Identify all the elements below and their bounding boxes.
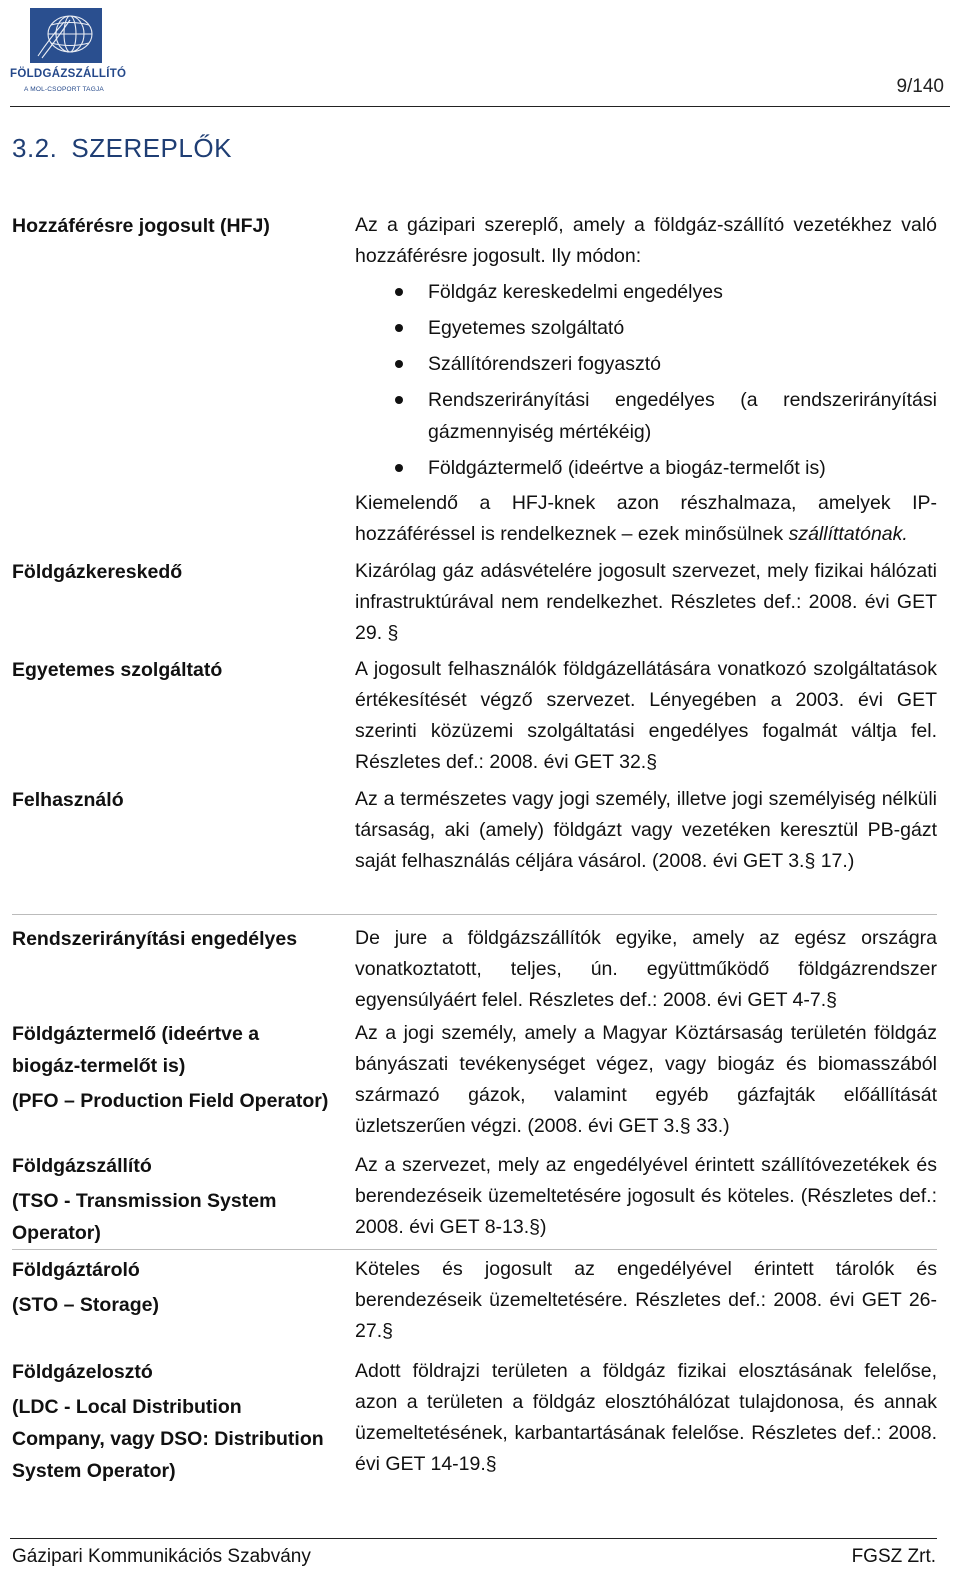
definition-foldgazkereskedo <box>355 554 937 649</box>
section-title: SZEREPLŐK <box>71 133 232 163</box>
access-holders-list <box>355 276 937 484</box>
term-line: Földgázelosztó <box>12 1361 153 1383</box>
footer-company: FGSZ Zrt. <box>851 1546 936 1567</box>
definition-text: Az a szervezet, mely az engedélyével érintett szállítóvezetékek és berendezéseik üzemeltetésére jogosult és köteles. (Részletes def.: 2008. évi GET 8-13.§) <box>355 1154 937 1238</box>
term-hfj <box>12 208 355 242</box>
glossary-entry-foldgaztarolo <box>12 1249 937 1354</box>
glossary-entry-foldgaztermelo <box>12 1016 937 1148</box>
term-line: Rendszerirányítási engedélyes <box>12 928 298 950</box>
page-number: 9/140 <box>896 76 944 97</box>
definition-intro: Az a gázipari szereplő, amely a földgáz-szállító vezetékhez való hozzáférésre jogosult. Ily módon: <box>355 214 937 267</box>
glossary-entry-rendszeriranyitasi-engedelyes <box>12 914 937 1016</box>
term-line: Egyetemes szolgáltató <box>12 659 223 681</box>
list-item: Szállítórendszeri fogyasztó <box>355 348 937 380</box>
list-item: Rendszerirányítási engedélyes (a rendszerirányítási gázmennyiség mértékéig) <box>355 384 937 448</box>
glossary-table <box>12 208 937 1488</box>
logo-name: FÖLDGÁZSZÁLLÍTÓ <box>10 68 127 80</box>
list-item: Földgáztermelő (ideértve a biogáz-termelőt is) <box>355 452 937 484</box>
definition-foldgaztarolo <box>355 1252 937 1347</box>
term-line: Felhasználó <box>12 789 124 811</box>
glossary-entry-egyetemes-szolgaltato <box>12 652 937 782</box>
definition-text: Kizárólag gáz adásvételére jogosult szervezet, mely fizikai hálózati infrastruktúrával nem rendelkezhet. Részletes def.: 2008. évi GET 29. § <box>355 560 937 644</box>
term-line: System Operator) <box>12 1460 176 1482</box>
outro-text: Kiemelendő a HFJ-knek azon részhalmaza, amelyek IP-hozzáféréssel is rendelkeznek – ezek minősülnek <box>355 492 937 545</box>
list-item: Egyetemes szolgáltató <box>355 312 937 344</box>
term-line: Hozzáférésre jogosult (HFJ) <box>12 215 270 237</box>
header-divider <box>10 106 950 107</box>
definition-text: A jogosult felhasználók földgázellátására vonatkozó szolgáltatások értékesítését végző szervezet. Lényegében a 2003. évi GET szerinti közüzemi szolgáltatási engedélyes fogalmát váltja fel. Részletes def.: 2008. évi GET 32.§ <box>355 658 937 773</box>
definition-egyetemes-szolgaltato <box>355 652 937 778</box>
glossary-entry-foldgazkereskedo <box>12 554 937 652</box>
definition-foldgaztermelo <box>355 1016 937 1142</box>
term-line: (PFO – Production Field Operator) <box>12 1090 329 1112</box>
definition-rendszeriranyitasi-engedelyes <box>355 921 937 1016</box>
footer-document-title: Gázipari Kommunikációs Szabvány <box>12 1546 311 1567</box>
definition-foldgazeloszto <box>355 1354 937 1480</box>
term-foldgazszallito <box>12 1148 355 1249</box>
term-line: Földgázkereskedő <box>12 561 183 583</box>
term-foldgazeloszto <box>12 1354 355 1487</box>
definition-outro <box>355 488 937 550</box>
term-egyetemes-szolgaltato <box>12 652 355 686</box>
term-line: (LDC - Local Distribution <box>12 1396 242 1418</box>
company-logo <box>10 8 127 100</box>
term-line: Földgázszállító <box>12 1155 152 1177</box>
term-line: Company, vagy DSO: Distribution <box>12 1428 324 1450</box>
term-foldgaztermelo <box>12 1016 355 1117</box>
definition-text: Az a természetes vagy jogi személy, illetve jogi személyiség nélküli társaság, aki (amely) földgázt vagy vezetéken keresztül PB-gázt saját felhasználás céljára vásárol. (2008. évi GET 3.§ 17.) <box>355 788 937 872</box>
term-line: (TSO - Transmission System <box>12 1190 277 1212</box>
definition-foldgazszallito <box>355 1148 937 1243</box>
term-line: biogáz-termelőt is) <box>12 1055 186 1077</box>
definition-felhasznalo <box>355 782 937 877</box>
logo-tagline: A MOL-CSOPORT TAGJA <box>24 86 104 93</box>
glossary-entry-hfj <box>12 208 937 550</box>
logo-emblem <box>30 8 102 63</box>
definition-text: Köteles és jogosult az engedélyével érintett tárolók és berendezéseik üzemeltetésére. Részletes def.: 2008. évi GET 26-27.§ <box>355 1258 937 1342</box>
page-header <box>10 8 950 110</box>
term-line: Operator) <box>12 1222 101 1244</box>
definition-text: De jure a földgázszállítók egyike, amely az egész országra vonatkoztatott, teljes, ún. együttműködő földgázrendszer egyensúlyáért felel. Részletes def.: 2008. évi GET 4-7.§ <box>355 927 937 1011</box>
footer-divider <box>10 1538 937 1539</box>
glossary-entry-foldgazeloszto <box>12 1354 937 1488</box>
definition-text: Az a jogi személy, amely a Magyar Köztársaság területén földgáz bányászati tevékenységet végez, vagy biogáz és biomasszából származó gázok, valamint egyéb gázfajták előállítását üzletszerűen végzi. (2008. évi GET 3.§ 33.) <box>355 1022 937 1137</box>
term-rendszeriranyitasi-engedelyes <box>12 921 355 955</box>
term-foldgazkereskedo <box>12 554 355 588</box>
definition-hfj <box>355 208 937 550</box>
term-line: Földgáztermelő (ideértve a <box>12 1023 260 1045</box>
term-foldgaztarolo <box>12 1252 355 1321</box>
term-line: Földgáztároló <box>12 1259 140 1281</box>
outro-emphasis: szállíttatónak. <box>788 523 908 545</box>
section-heading <box>12 133 232 164</box>
section-number: 3.2. <box>12 133 58 163</box>
term-felhasznalo <box>12 782 355 816</box>
list-item: Földgáz kereskedelmi engedélyes <box>355 276 937 308</box>
glossary-entry-felhasznalo <box>12 782 937 914</box>
definition-text: Adott földrajzi területen a földgáz fizikai elosztásának felelőse, azon a területen a földgáz elosztóhálózat tulajdonosa, és annak üzemeltetésének, karbantartásának felelőse. Részletes def.: 2008. évi GET 14-19.§ <box>355 1360 937 1475</box>
glossary-entry-foldgazszallito <box>12 1148 937 1249</box>
globe-icon <box>30 8 102 63</box>
term-line: (STO – Storage) <box>12 1294 160 1316</box>
